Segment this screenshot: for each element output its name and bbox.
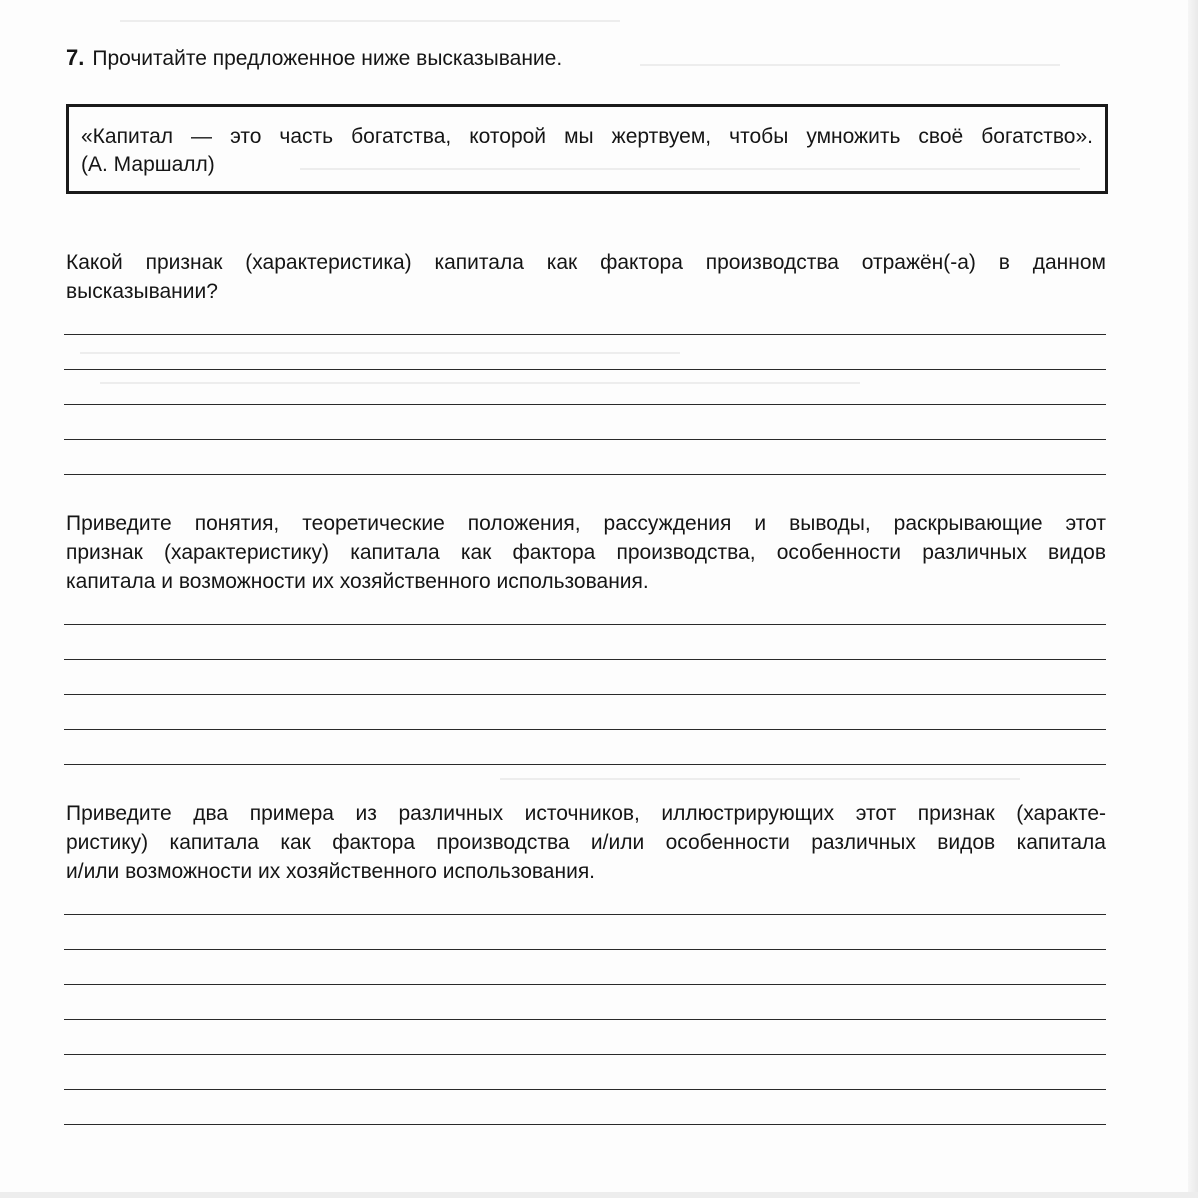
- answer-line-q2[interactable]: [64, 659, 1106, 660]
- question-2-line: признак (характеристику) капитала как фактора производства, особенности различных видов: [66, 541, 1106, 564]
- question-3-line: Приведите два примера из различных источников, иллюстрирующих этот признак (характе-: [66, 802, 1106, 825]
- question-2-line: капитала и возможности их хозяйственного использования.: [66, 570, 649, 593]
- task-heading: [66, 44, 562, 73]
- answer-line-q2[interactable]: [64, 729, 1106, 730]
- answer-line-q3[interactable]: [64, 914, 1106, 915]
- bleed-through-mark: [120, 20, 620, 22]
- answer-line-q3[interactable]: [64, 984, 1106, 985]
- answer-line-q3[interactable]: [64, 1124, 1106, 1125]
- quote-author: (А. Маршалл): [81, 153, 215, 176]
- question-3-line: и/или возможности их хозяйственного использования.: [66, 860, 596, 883]
- answer-line-q1[interactable]: [64, 404, 1106, 405]
- bleed-through-mark: [80, 352, 680, 354]
- question-1-line: высказывании?: [66, 280, 218, 303]
- bleed-through-mark: [640, 64, 1060, 66]
- answer-line-q2[interactable]: [64, 694, 1106, 695]
- quote-text: «Капитал — это часть богатства, которой мы жертвуем, чтобы умножить своё богатство».: [81, 125, 1093, 148]
- quote-box: [66, 104, 1108, 194]
- page-edge-shadow: [0, 1192, 1198, 1198]
- question-1: [66, 248, 1106, 306]
- answer-line-q3[interactable]: [64, 1019, 1106, 1020]
- answer-line-q2[interactable]: [64, 764, 1106, 765]
- answer-line-q3[interactable]: [64, 1089, 1106, 1090]
- answer-line-q1[interactable]: [64, 369, 1106, 370]
- answer-line-q3[interactable]: [64, 1054, 1106, 1055]
- question-1-line: Какой признак (характеристика) капитала как фактора производства отражён(-а) в данном: [66, 251, 1106, 274]
- question-2: [66, 509, 1106, 596]
- answer-line-q1[interactable]: [64, 334, 1106, 335]
- answer-line-q2[interactable]: [64, 624, 1106, 625]
- task-number: 7.: [66, 45, 85, 70]
- answer-line-q3[interactable]: [64, 949, 1106, 950]
- bleed-through-mark: [100, 382, 860, 384]
- question-2-line: Приведите понятия, теоретические положения, рассуждения и выводы, раскрывающие этот: [66, 512, 1106, 535]
- question-3: [66, 799, 1106, 886]
- page-edge-shadow: [1188, 0, 1198, 1198]
- answer-line-q1[interactable]: [64, 474, 1106, 475]
- task-instruction: Прочитайте предложенное ниже высказывание.: [92, 47, 563, 70]
- bleed-through-mark: [500, 778, 1020, 780]
- question-3-line: ристику) капитала как фактора производства и/или особенности различных видов капитала: [66, 831, 1106, 854]
- answer-line-q1[interactable]: [64, 439, 1106, 440]
